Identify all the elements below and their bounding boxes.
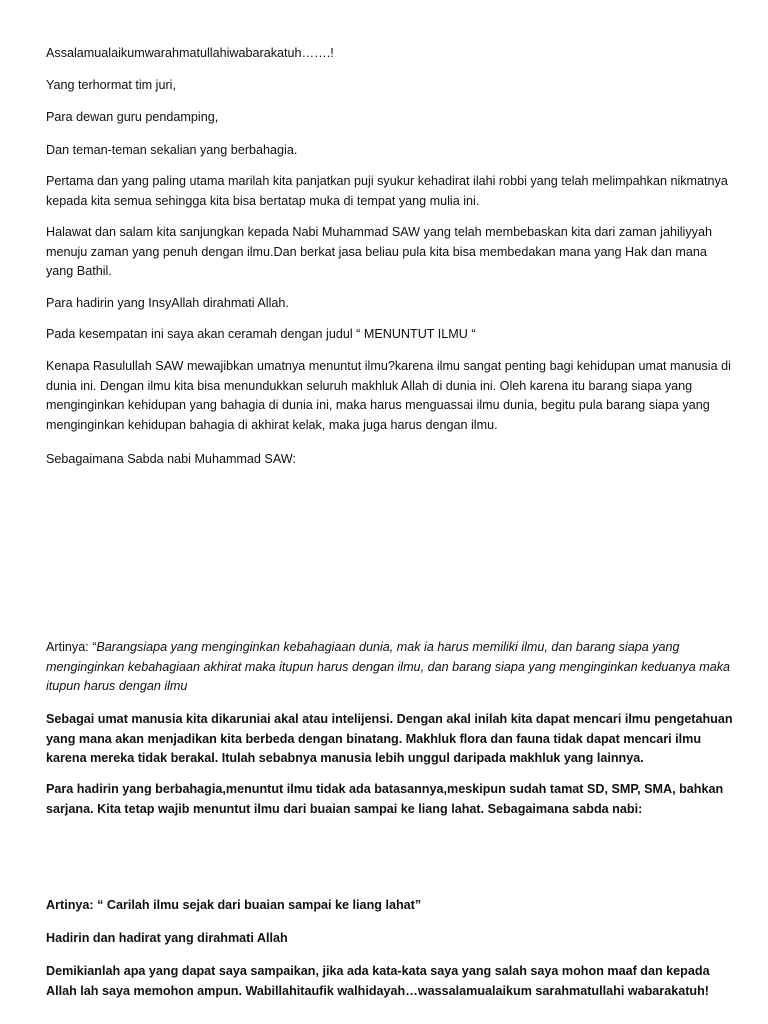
- paragraph-intellect: Sebagai umat manusia kita dikaruniai akal atau intelijensi. Dengan akal inilah kita dapat mencari ilmu pengetahuan yang mana akan menjadikan kita berbeda dengan binatang. Makhluk flora dan fauna tidak dapat mencari ilmu karena mereka tidak berakal. Itulah sebabnya manusia lebih unggul daripada makhluk yang lainnya.: [46, 712, 733, 765]
- paragraph-topic: Pada kesempatan ini saya akan ceramah dengan judul “ MENUNTUT ILMU “: [46, 327, 476, 341]
- salutation-friends: Dan teman-teman sekalian yang berbahagia.: [46, 143, 298, 157]
- paragraph-lifelong-learning: Para hadirin yang berbahagia,menuntut ilmu tidak ada batasannya,meskipun sudah tamat SD, SMP, SMA, bahkan sarjana. Kita tetap wajib menuntut ilmu dari buaian sampai ke liang lahat. Sebagaimana sabda nabi:: [46, 782, 724, 816]
- paragraph-hadith-intro: Sebagaimana Sabda nabi Muhammad SAW:: [46, 452, 296, 466]
- paragraph-gratitude: Pertama dan yang paling utama marilah kita panjatkan puji syukur kehadirat ilahi robbi yang telah melimpahkan nikmatnya kepada kita semua sehingga kita bisa bertatap muka di tempat yang mulia ini.: [46, 174, 728, 208]
- paragraph-closing-audience: Hadirin dan hadirat yang dirahmati Allah: [46, 931, 288, 945]
- paragraph-shalawat: Halawat dan salam kita sanjungkan kepada Nabi Muhammad SAW yang telah membebaskan kita dari zaman jahiliyyah menuju zaman yang penuh dengan ilmu.Dan berkat jasa beliau pula kita bisa membedakan mana yang Hak dan mana yang Bathil.: [46, 225, 712, 278]
- paragraph-why-knowledge: Kenapa Rasulullah SAW mewajibkan umatnya menuntut ilmu?karena ilmu sangat penting bagi kehidupan umat manusia di dunia ini. Dengan ilmu kita bisa menundukkan seluruh makhluk Allah di dunia ini. Oleh karena itu barang siapa yang menginginkan kehidupan yang bahagia di dunia ini, maka harus menguassai ilmu dunia, begitu pula barang siapa yang menginginkan kehidupan bahagia di akhirat kelak, maka juga harus dengan ilmu.: [46, 359, 731, 432]
- meaning-quote: Barangsiapa yang menginginkan kebahagiaan dunia, mak ia harus memiliki ilmu, dan barang siapa yang menginginkan kebahagiaan akhirat maka itupun harus dengan ilmu, dan barang siapa yang menginginkan keduanya maka itupun harus dengan ilmu: [46, 640, 731, 693]
- salutation-jury: Yang terhormat tim juri,: [46, 78, 176, 92]
- paragraph-audience: Para hadirin yang InsyAllah dirahmati Allah.: [46, 296, 289, 310]
- salutation-teachers: Para dewan guru pendamping,: [46, 110, 219, 124]
- greeting-opening: Assalamualaikumwarahmatullahiwabarakatuh…….!: [46, 46, 334, 60]
- paragraph-closing: Demikianlah apa yang dapat saya sampaikan, jika ada kata-kata saya yang salah saya mohon maaf dan kepada Allah lah saya memohon ampun. Wabillahitaufik walhidayah…wassalamualaikum sarahmatullahi wabarakatuh!: [46, 964, 710, 998]
- meaning-label: Artinya: “: [46, 640, 97, 654]
- paragraph-hadith-meaning: [46, 638, 736, 697]
- paragraph-second-hadith-meaning: Artinya: “ Carilah ilmu sejak dari buaian sampai ke liang lahat”: [46, 898, 422, 912]
